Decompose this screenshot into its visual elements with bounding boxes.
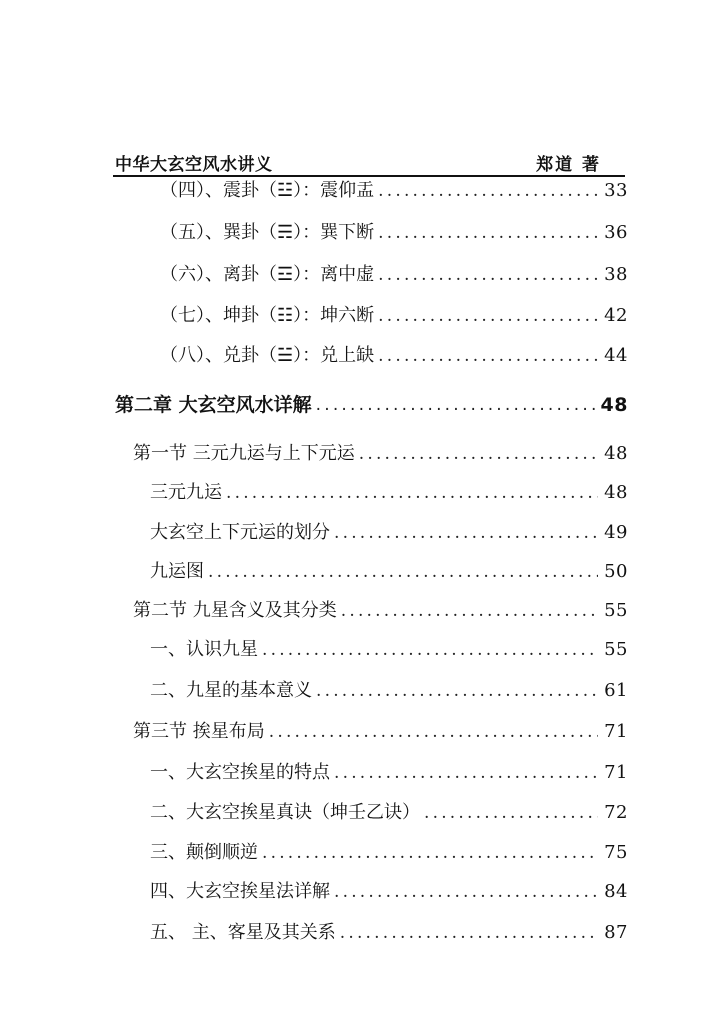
toc-entry-page: 44	[604, 345, 628, 366]
toc-subsection	[150, 798, 628, 828]
dot-leader	[208, 557, 598, 587]
toc-entry-page: 42	[604, 305, 628, 326]
toc-entry-page: 84	[604, 881, 628, 902]
toc-entry-li	[160, 260, 628, 290]
toc-entry-title: 九运图	[150, 561, 204, 582]
toc-entry-page: 71	[604, 721, 628, 742]
toc-entry-title: 第一节 三元九运与上下元运	[133, 443, 355, 464]
toc-entry-kun	[160, 301, 628, 331]
toc-subsection	[150, 557, 628, 587]
toc-entry-title: （四）、震卦（☳）：震仰盂	[160, 180, 375, 201]
toc-subsection	[150, 758, 628, 788]
dot-leader	[316, 676, 598, 706]
toc-entry-page: 48	[604, 443, 628, 464]
toc-entry-title: 三、颠倒顺逆	[150, 842, 258, 863]
toc-section-1	[133, 439, 628, 469]
dot-leader	[378, 218, 598, 248]
toc-subsection	[150, 518, 628, 548]
toc-entry-title: （八）、兑卦（☱）：兑上缺	[160, 345, 375, 366]
toc-entry-page: 49	[604, 522, 628, 543]
toc-entry-page: 75	[604, 842, 628, 863]
author-name: 郑道 著	[536, 155, 601, 175]
toc-entry-page: 33	[604, 180, 628, 201]
toc-entry-dui	[160, 341, 628, 371]
dot-leader	[378, 260, 598, 290]
toc-entry-title: 四、大玄空挨星法详解	[150, 881, 330, 902]
toc-entry-page: 71	[604, 762, 628, 783]
toc-entry-title: 二、大玄空挨星真诀（坤壬乙诀）	[150, 802, 420, 823]
toc-subsection	[150, 635, 628, 665]
toc-entry-zhen	[160, 176, 628, 206]
toc-entry-title: 第二节 九星含义及其分类	[133, 600, 337, 621]
dot-leader	[378, 341, 598, 371]
toc-subsection	[150, 918, 628, 948]
toc-entry-page: 38	[604, 264, 628, 285]
toc-entry-title: （六）、离卦（☲）：离中虚	[160, 264, 375, 285]
toc-subsection	[150, 478, 628, 508]
toc-entry-page: 61	[604, 680, 628, 701]
dot-leader	[341, 596, 598, 626]
toc-entry-title: 第三节 挨星布局	[133, 721, 265, 742]
toc-entry-title: 二、九星的基本意义	[150, 680, 312, 701]
toc-entry-page: 87	[604, 922, 628, 943]
toc-entry-title: 一、大玄空挨星的特点	[150, 762, 330, 783]
dot-leader	[424, 798, 598, 828]
toc-entry-title: （七）、坤卦（☷）：坤六断	[160, 305, 375, 326]
dot-leader	[334, 758, 598, 788]
toc-entry-page: 48	[604, 482, 628, 503]
toc-entry-title: （五）、巽卦（☴）：巽下断	[160, 222, 375, 243]
book-title: 中华大玄空风水讲义	[115, 155, 273, 175]
toc-section-2	[133, 596, 628, 626]
toc-entry-page: 55	[604, 639, 628, 660]
toc-entry-title: 五、 主、客星及其关系	[150, 922, 336, 943]
dot-leader	[262, 838, 598, 868]
toc-chapter-2	[115, 390, 628, 420]
dot-leader	[334, 518, 598, 548]
toc-entry-title: 大玄空上下元运的划分	[150, 522, 330, 543]
dot-leader	[334, 877, 598, 907]
toc-subsection	[150, 838, 628, 868]
toc-entry-page: 36	[604, 222, 628, 243]
toc-entry-title: 一、认识九星	[150, 639, 258, 660]
toc-subsection	[150, 676, 628, 706]
toc-subsection	[150, 877, 628, 907]
running-header	[115, 150, 623, 175]
dot-leader	[262, 635, 598, 665]
toc-entry-page: 50	[604, 561, 628, 582]
toc-entry-page: 55	[604, 600, 628, 621]
dot-leader	[340, 918, 598, 948]
toc-entry-page: 72	[604, 802, 628, 823]
dot-leader	[226, 478, 598, 508]
dot-leader	[378, 176, 598, 206]
dot-leader	[316, 390, 595, 420]
toc-entry-xun	[160, 218, 628, 248]
dot-leader	[359, 439, 598, 469]
dot-leader	[269, 717, 598, 747]
toc-entry-title: 第二章 大玄空风水详解	[115, 394, 312, 416]
toc-entry-page: 48	[600, 394, 628, 416]
toc-entry-title: 三元九运	[150, 482, 222, 503]
toc-section-3	[133, 717, 628, 747]
dot-leader	[378, 301, 598, 331]
